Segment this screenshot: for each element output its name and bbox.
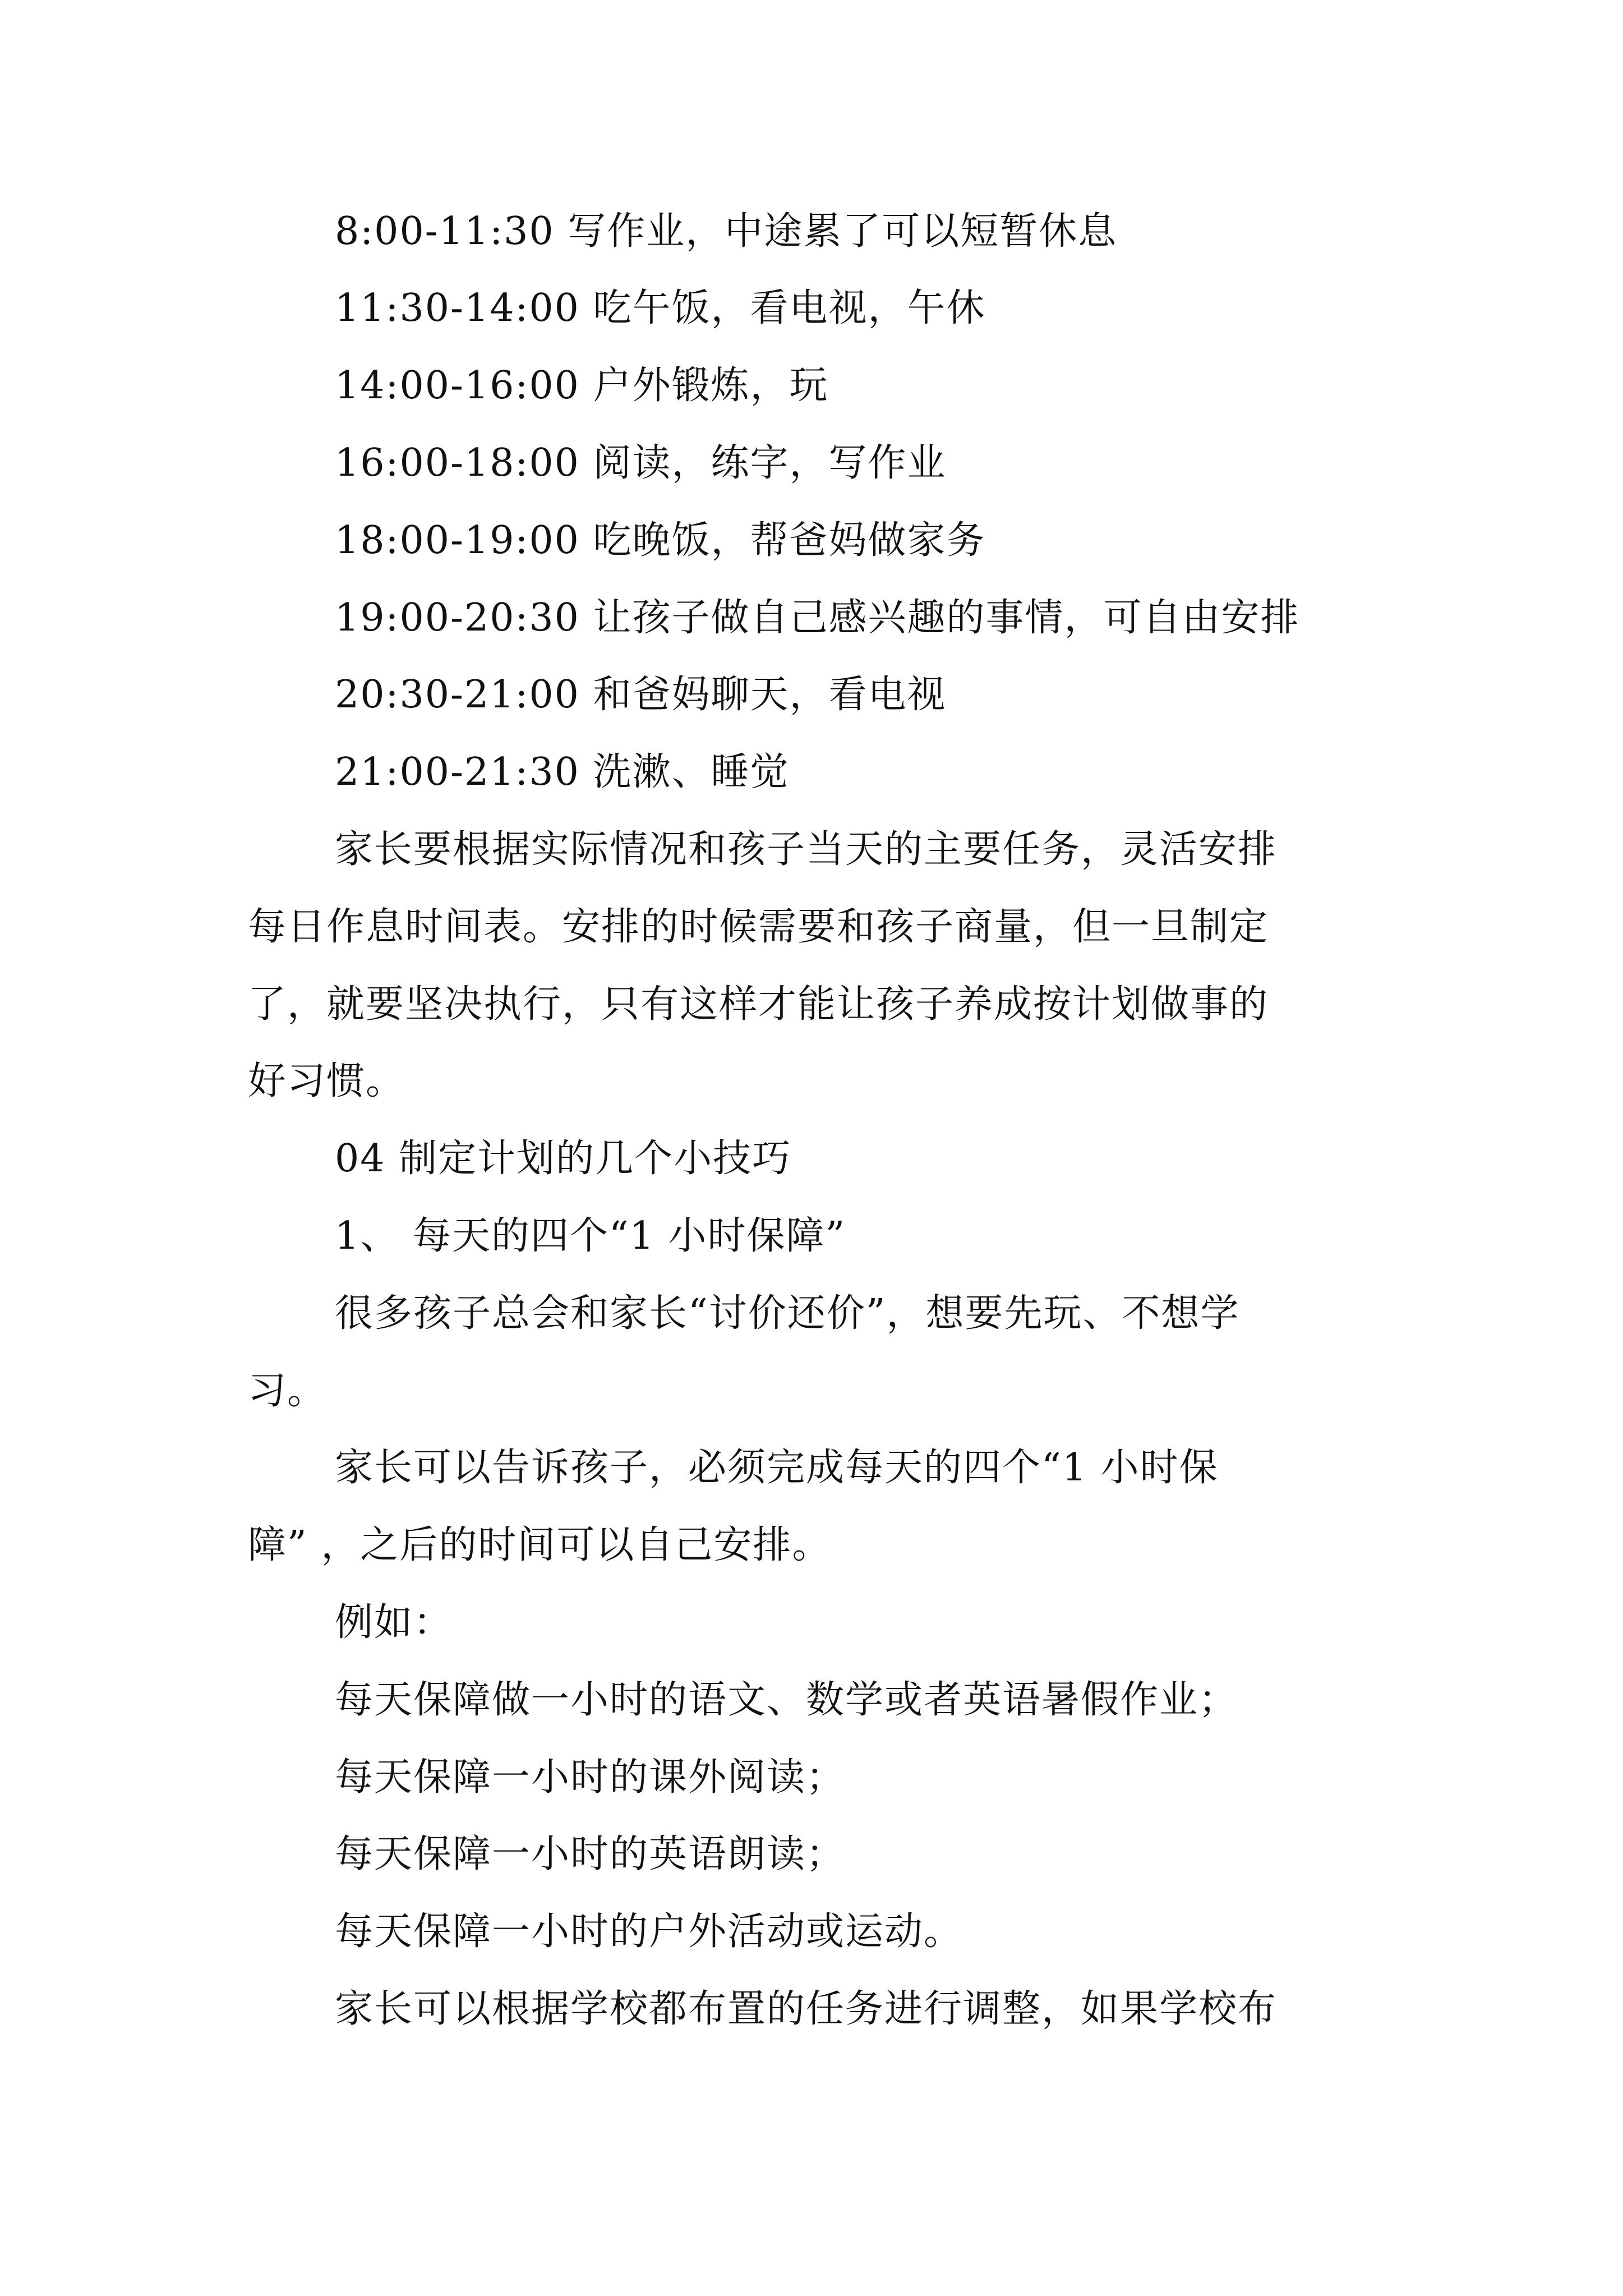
schedule-line (335, 516, 986, 566)
example-item: 每天保障做一小时的语文、数学或者英语暑假作业； (335, 1678, 1238, 1722)
schedule-activity: 和爸妈聊天，看电视 (593, 673, 947, 717)
schedule-activity: 阅读，练字，写作业 (593, 441, 947, 485)
schedule-line (335, 283, 986, 334)
subheading: 1、 每天的四个“1 小时保障” (335, 1214, 846, 1258)
schedule-time: 16:00-18:00 (335, 441, 580, 485)
paragraph-line: 习。 (248, 1369, 327, 1413)
schedule-activity: 吃晚饭，帮爸妈做家务 (593, 518, 986, 563)
schedule-activity: 户外锻炼，玩 (593, 364, 829, 408)
schedule-time: 20:30-21:00 (335, 673, 580, 717)
paragraph-line: 每日作息时间表。安排的时候需要和孩子商量，但一旦制定 (248, 905, 1269, 949)
schedule-line (335, 361, 829, 411)
paragraph-line: 家长要根据实际情况和孩子当天的主要任务，灵活安排 (335, 827, 1278, 872)
schedule-activity: 吃午饭，看电视，午休 (593, 286, 986, 330)
schedule-time: 11:30-14:00 (335, 286, 580, 330)
section-heading: 04 制定计划的几个小技巧 (335, 1137, 792, 1181)
schedule-line (335, 670, 947, 720)
schedule-time: 18:00-19:00 (335, 518, 580, 563)
paragraph-line: 很多孩子总会和家长“讨价还价”，想要先玩、不想学 (335, 1291, 1240, 1336)
schedule-line (335, 747, 790, 798)
schedule-time: 14:00-16:00 (335, 364, 580, 408)
schedule-activity: 让孩子做自己感兴趣的事情，可自由安排 (593, 596, 1300, 640)
paragraph-line: 家长可以告诉孩子，必须完成每天的四个“1 小时保 (335, 1446, 1219, 1490)
paragraph-line: 障” ，之后的时间可以自己安排。 (248, 1523, 832, 1567)
schedule-line (335, 206, 1117, 257)
schedule-activity: 洗漱、睡觉 (593, 750, 790, 794)
example-item: 每天保障一小时的英语朗读； (335, 1832, 846, 1876)
schedule-line (335, 593, 1300, 643)
example-item: 每天保障一小时的课外阅读； (335, 1755, 846, 1800)
schedule-activity: 写作业，中途累了可以短暂休息 (568, 209, 1118, 254)
paragraph-line: 好习惯。 (248, 1059, 405, 1103)
schedule-time: 8:00-11:30 (335, 209, 555, 254)
example-item: 每天保障一小时的户外活动或运动。 (335, 1910, 963, 1954)
schedule-time: 21:00-21:30 (335, 750, 580, 794)
schedule-time: 19:00-20:30 (335, 596, 580, 640)
example-label: 例如： (335, 1600, 453, 1645)
paragraph-line: 家长可以根据学校都布置的任务进行调整，如果学校布 (335, 1987, 1278, 2031)
schedule-line (335, 438, 947, 489)
paragraph-line: 了，就要坚决执行，只有这样才能让孩子养成按计划做事的 (248, 982, 1269, 1027)
